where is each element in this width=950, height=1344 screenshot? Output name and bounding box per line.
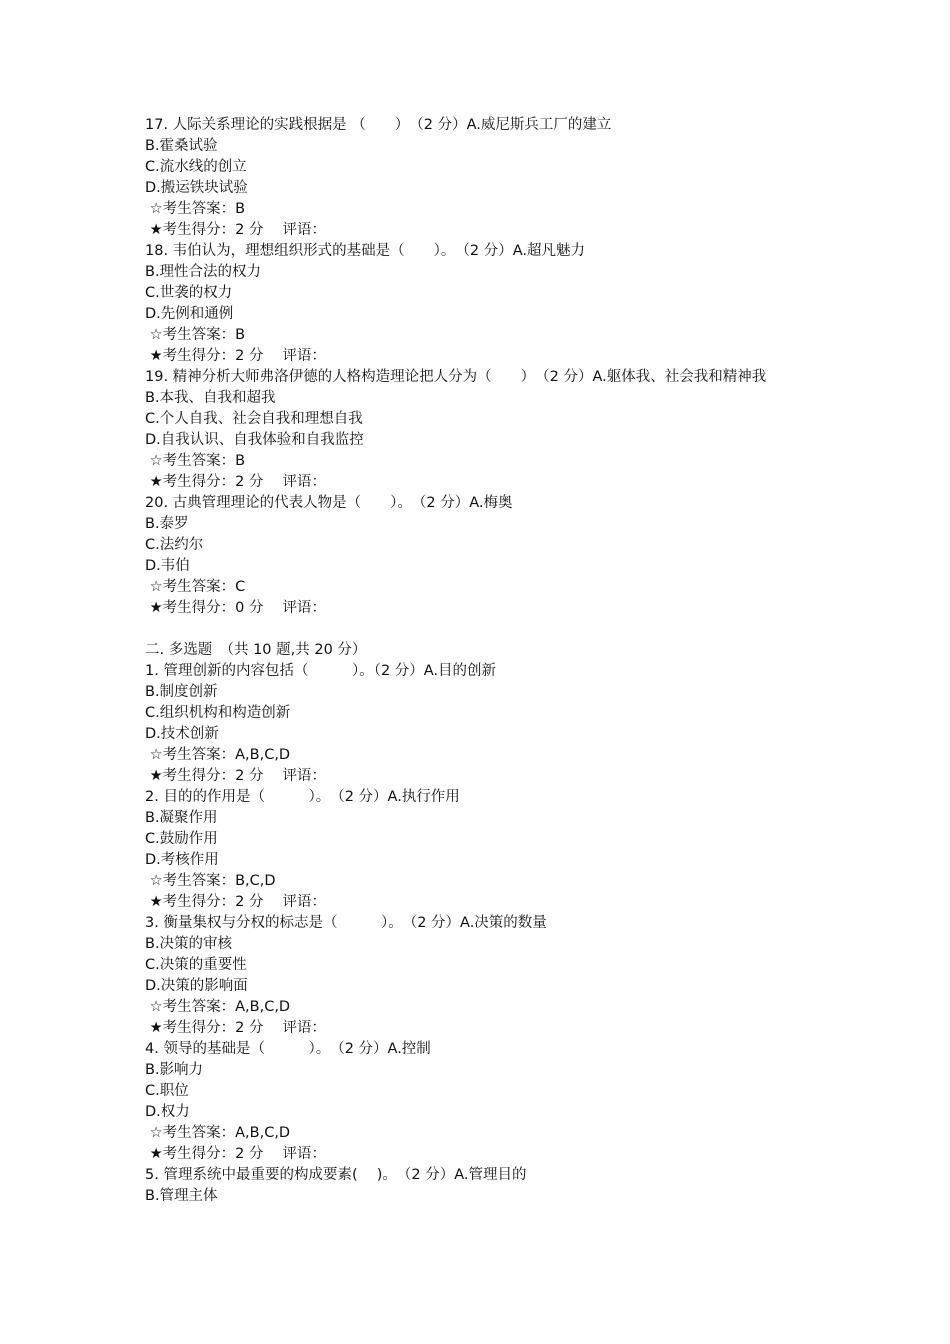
text-line: 20. 古典管理理论的代表人物是（ ）。 （2 分）A.梅奥 <box>145 495 513 511</box>
text-line: ☆考生答案：B,C,D <box>145 873 276 889</box>
text-line: C.鼓励作用 <box>145 831 218 847</box>
text-line: 3. 衡量集权与分权的标志是（ ）。 （2 分）A.决策的数量 <box>145 915 547 931</box>
text-line: 1. 管理创新的内容包括（ ）。（2 分）A.目的创新 <box>145 663 497 679</box>
text-line: ☆考生答案：B <box>145 201 246 217</box>
document-body <box>145 115 825 1207</box>
text-line: B.本我、自我和超我 <box>145 390 276 406</box>
text-line: C.世袭的权力 <box>145 285 233 301</box>
text-line: C.流水线的创立 <box>145 159 247 175</box>
text-line: C.职位 <box>145 1083 189 1099</box>
text-line: B.决策的审核 <box>145 936 233 952</box>
text-line: 19. 精神分析大师弗洛伊德的人格构造理论把人分为（ ） （2 分）A.躯体我、社会我和精神我 <box>145 369 767 385</box>
text-line: 2. 目的的作用是（ ）。 （2 分）A.执行作用 <box>145 789 460 805</box>
text-line: ★考生得分：2 分 评语： <box>145 1020 327 1036</box>
text-line: D.权力 <box>145 1104 190 1120</box>
text-line: B.泰罗 <box>145 516 189 532</box>
text-line: C.法约尔 <box>145 537 204 553</box>
text-line: ★考生得分：2 分 评语： <box>145 348 327 364</box>
text-line: D.决策的影响面 <box>145 978 248 994</box>
blank-line <box>145 619 825 640</box>
text-line: B.管理主体 <box>145 1188 218 1204</box>
text-line: B.影响力 <box>145 1062 204 1078</box>
text-line: D.搬运铁块试验 <box>145 180 248 196</box>
text-line: ☆考生答案：A,B,C,D <box>145 999 291 1015</box>
text-line: ☆考生答案：A,B,C,D <box>145 1125 291 1141</box>
text-line: ☆考生答案：C <box>145 579 246 595</box>
text-line: ★考生得分：2 分 评语： <box>145 1146 327 1162</box>
text-line: ☆考生答案：B <box>145 453 246 469</box>
text-line: ☆考生答案：B <box>145 327 246 343</box>
text-line: C.个人自我、社会自我和理想自我 <box>145 411 363 427</box>
text-line: ★考生得分：2 分 评语： <box>145 894 327 910</box>
text-line: B.理性合法的权力 <box>145 264 262 280</box>
text-line: D.先例和通例 <box>145 306 234 322</box>
text-line: ★考生得分：2 分 评语： <box>145 222 327 238</box>
text-line: ★考生得分：0 分 评语： <box>145 600 327 616</box>
text-line: B.制度创新 <box>145 684 218 700</box>
text-line: D.自我认识、自我体验和自我监控 <box>145 432 364 448</box>
text-line: 18. 韦伯认为，理想组织形式的基础是（ ）。 （2 分）A.超凡魅力 <box>145 243 586 259</box>
text-line: D.韦伯 <box>145 558 190 574</box>
text-line: B.霍桑试验 <box>145 138 218 154</box>
text-line: 5. 管理系统中最重要的构成要素( )。 （2 分）A.管理目的 <box>145 1167 527 1183</box>
text-line: ☆考生答案：A,B,C,D <box>145 747 291 763</box>
text-line: 17. 人际关系理论的实践根据是 （ ） （2 分）A.威尼斯兵工厂的建立 <box>145 117 612 133</box>
text-line: 二. 多选题 （共 10 题,共 20 分） <box>145 642 367 658</box>
text-line: B.凝聚作用 <box>145 810 218 826</box>
text-line: ★考生得分：2 分 评语： <box>145 474 327 490</box>
text-line: C.组织机构和构造创新 <box>145 705 291 721</box>
text-line: D.技术创新 <box>145 726 219 742</box>
text-line: ★考生得分：2 分 评语： <box>145 768 327 784</box>
text-line: D.考核作用 <box>145 852 219 868</box>
text-line: C.决策的重要性 <box>145 957 247 973</box>
text-line: 4. 领导的基础是（ ）。 （2 分）A.控制 <box>145 1041 431 1057</box>
